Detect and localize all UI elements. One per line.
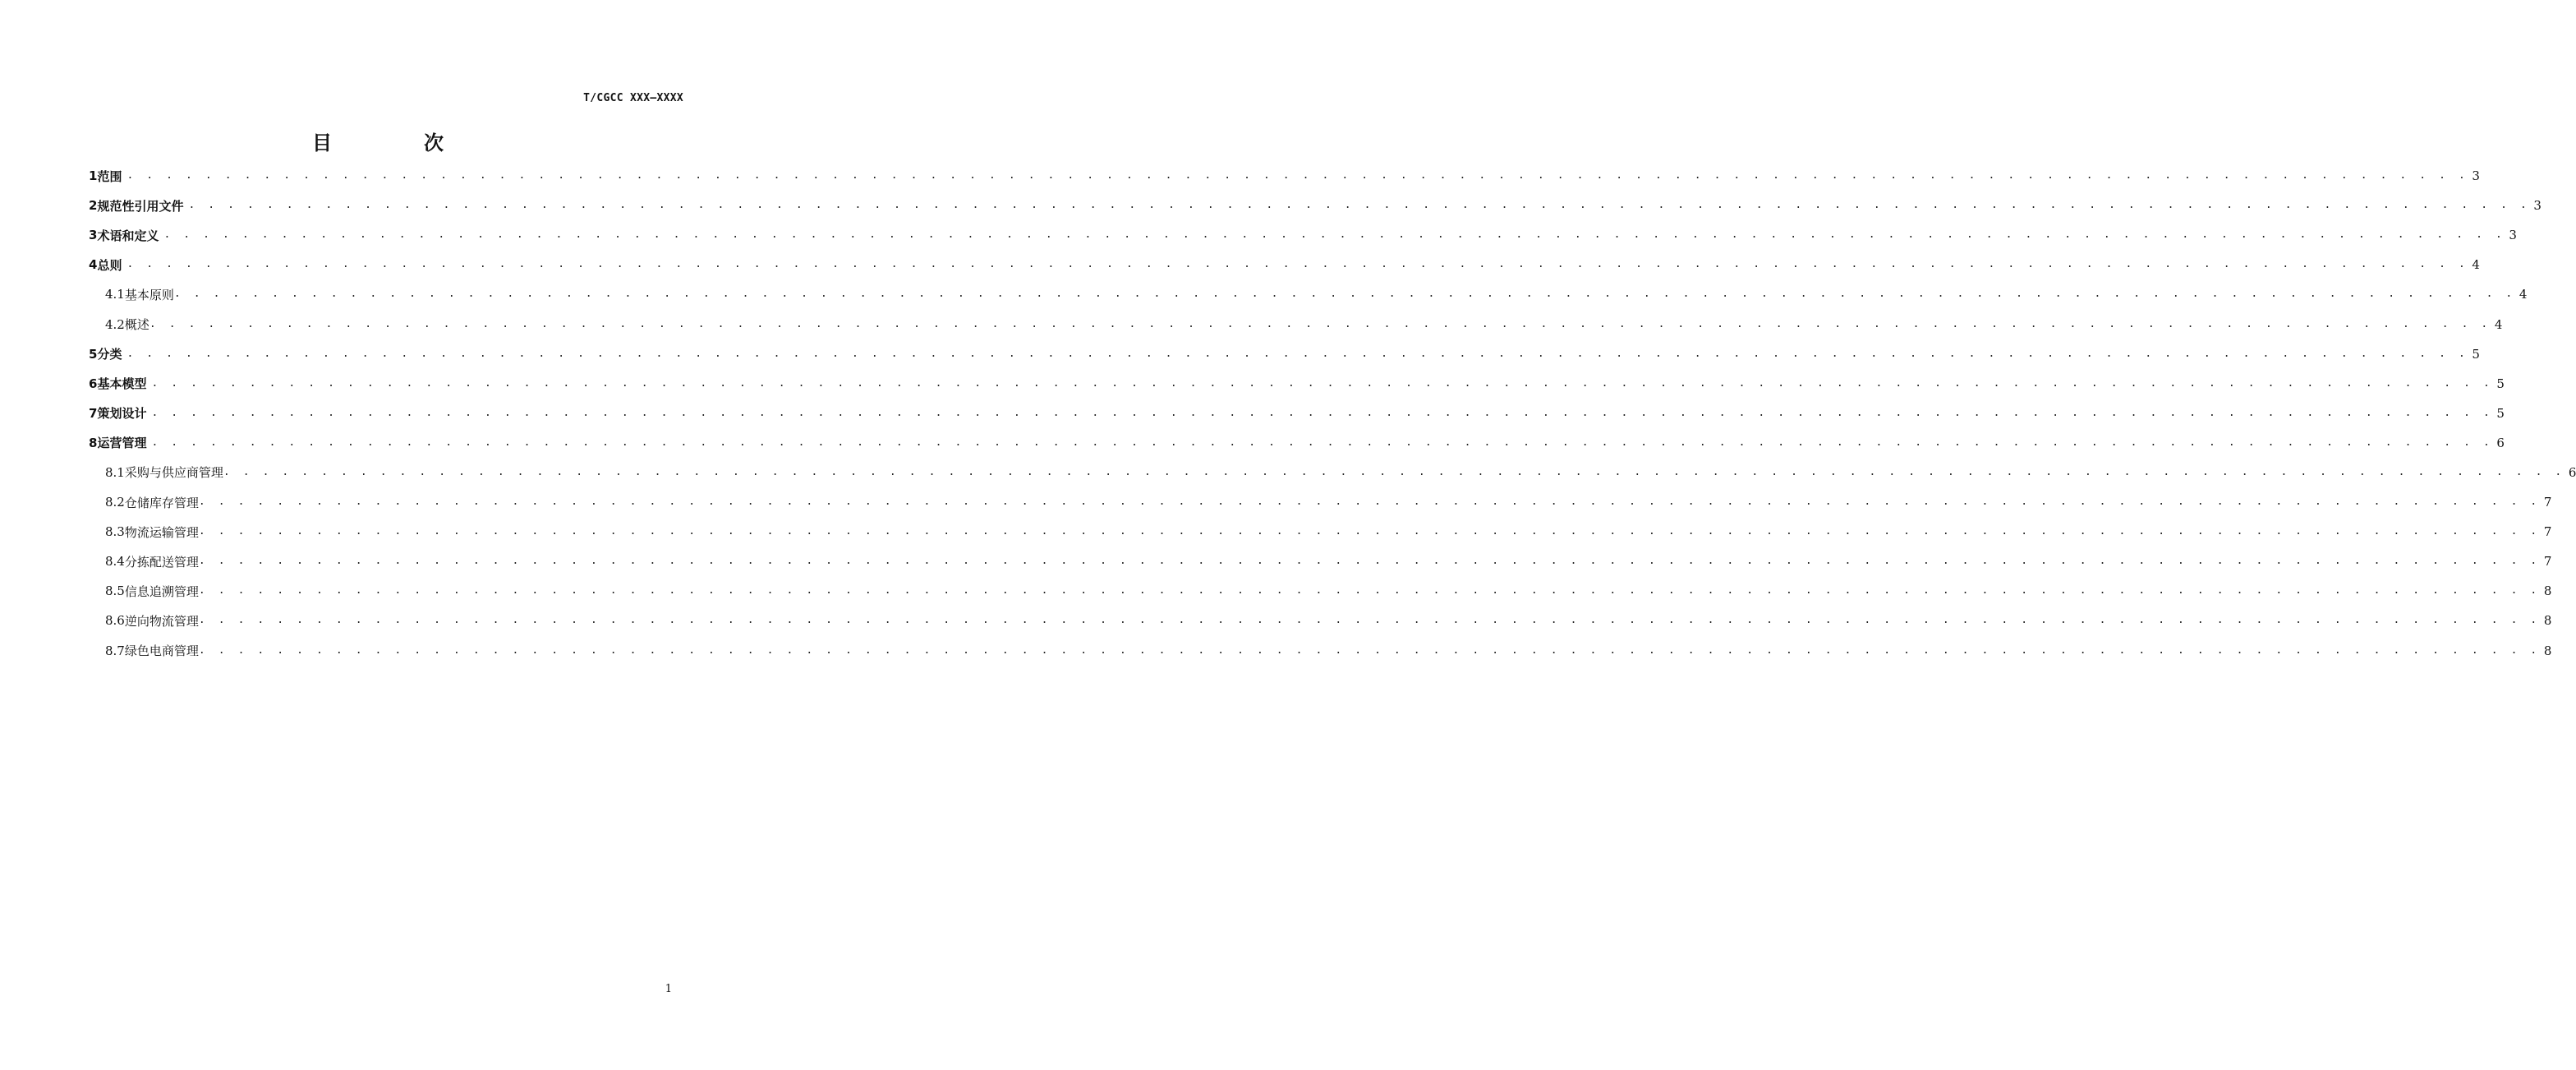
toc-entry-page: 3 <box>2472 168 2480 184</box>
toc-entry-number: 8 <box>89 435 98 450</box>
dot-leader: . . . . . . . . . . . . . . . . . . . . . . . . . . . . . . . . . . . . . . . . . . . . . . . . . . . . . . . . . . . . . . . . . . . . . . . . . . . . . . . . . . . . . . . . . . . . . . . . . . . . . . . . . . . . . . . . . . . . . . . . <box>198 584 2541 597</box>
toc-entry-number: 7 <box>89 405 98 421</box>
dot-leader: . . . . . . . . . . . . . . . . . . . . . . . . . . . . . . . . . . . . . . . . . . . . . . . . . . . . . . . . . . . . . . . . . . . . . . . . . . . . . . . . . . . . . . . . . . . . . . . . . . . . . . . . . . . . . . . . . . . . . . . . <box>173 288 2516 301</box>
toc-entry-number: 4.1 <box>105 287 125 302</box>
toc-entry[interactable] <box>89 547 2552 576</box>
toc-entry-page: 3 <box>2533 198 2542 214</box>
toc-entry-number: 4 <box>89 257 98 273</box>
toc-entry-title: 运营管理 <box>97 436 147 451</box>
toc-entry-number: 5 <box>89 346 98 362</box>
toc-entry-page: 7 <box>2543 554 2552 570</box>
toc-entry-page: 4 <box>2518 287 2528 302</box>
toc-entry-page: 5 <box>2496 376 2505 391</box>
toc-entry-number: 8.7 <box>105 643 125 658</box>
toc-entry[interactable] <box>89 458 2576 487</box>
dot-leader: . . . . . . . . . . . . . . . . . . . . . . . . . . . . . . . . . . . . . . . . . . . . . . . . . . . . . . . . . . . . . . . . . . . . . . . . . . . . . . . . . . . . . . . . . . . . . . . . . . . . . . . . . . . . . . . . . . . . . . . . <box>149 317 2491 330</box>
toc-entry-page: 7 <box>2543 524 2552 540</box>
table-of-contents <box>89 161 2576 666</box>
toc-entry-page: 4 <box>2494 316 2503 332</box>
toc-entry[interactable] <box>89 369 2505 399</box>
toc-entry-page: 3 <box>2509 228 2517 243</box>
dot-leader: . . . . . . . . . . . . . . . . . . . . . . . . . . . . . . . . . . . . . . . . . . . . . . . . . . . . . . . . . . . . . . . . . . . . . . . . . . . . . . . . . . . . . . . . . . . . . . . . . . . . . . . . . . . . . . . . . . . . . . . . <box>223 465 2565 478</box>
toc-entry-page: 7 <box>2543 495 2552 510</box>
toc-entry-page: 6 <box>2496 435 2505 450</box>
toc-entry-title: 规范性引用文件 <box>97 198 184 214</box>
toc-entry-page: 5 <box>2472 346 2480 362</box>
toc-title: 目 次 <box>312 131 480 155</box>
toc-entry[interactable] <box>89 161 2480 191</box>
toc-entry[interactable] <box>89 279 2528 309</box>
dot-leader: . . . . . . . . . . . . . . . . . . . . . . . . . . . . . . . . . . . . . . . . . . . . . . . . . . . . . . . . . . . . . . . . . . . . . . . . . . . . . . . . . . . . . . . . . . . . . . . . . . . . . . . . . . . . . . . . . . . . . . . . <box>151 406 2493 419</box>
toc-entry-title: 概述 <box>124 317 150 333</box>
dot-leader: . . . . . . . . . . . . . . . . . . . . . . . . . . . . . . . . . . . . . . . . . . . . . . . . . . . . . . . . . . . . . . . . . . . . . . . . . . . . . . . . . . . . . . . . . . . . . . . . . . . . . . . . . . . . . . . . . . . . . . . . <box>198 496 2541 509</box>
toc-entry-title: 分类 <box>97 347 122 362</box>
toc-entry[interactable] <box>89 517 2552 547</box>
toc-entry-page: 4 <box>2472 257 2480 273</box>
dot-leader: . . . . . . . . . . . . . . . . . . . . . . . . . . . . . . . . . . . . . . . . . . . . . . . . . . . . . . . . . . . . . . . . . . . . . . . . . . . . . . . . . . . . . . . . . . . . . . . . . . . . . . . . . . . . . . . . . . . . . . . . <box>126 347 2468 360</box>
toc-entry-title: 物流运输管理 <box>124 524 199 540</box>
toc-entry[interactable] <box>89 339 2480 369</box>
dot-leader: . . . . . . . . . . . . . . . . . . . . . . . . . . . . . . . . . . . . . . . . . . . . . . . . . . . . . . . . . . . . . . . . . . . . . . . . . . . . . . . . . . . . . . . . . . . . . . . . . . . . . . . . . . . . . . . . . . . . . . . . <box>126 169 2468 182</box>
toc-entry-number: 8.4 <box>105 554 125 570</box>
toc-entry-title: 总则 <box>97 257 122 273</box>
toc-entry-number: 4.2 <box>105 316 125 332</box>
dot-leader: . . . . . . . . . . . . . . . . . . . . . . . . . . . . . . . . . . . . . . . . . . . . . . . . . . . . . . . . . . . . . . . . . . . . . . . . . . . . . . . . . . . . . . . . . . . . . . . . . . . . . . . . . . . . . . . . . . . . . . . . <box>188 199 2530 212</box>
dot-leader: . . . . . . . . . . . . . . . . . . . . . . . . . . . . . . . . . . . . . . . . . . . . . . . . . . . . . . . . . . . . . . . . . . . . . . . . . . . . . . . . . . . . . . . . . . . . . . . . . . . . . . . . . . . . . . . . . . . . . . . . <box>198 555 2541 568</box>
toc-entry-page: 8 <box>2543 643 2552 658</box>
toc-entry-title: 逆向物流管理 <box>124 613 199 629</box>
toc-entry-title: 分拣配送管理 <box>124 554 199 570</box>
toc-entry-title: 绿色电商管理 <box>124 643 199 659</box>
page-number: 1 <box>665 983 672 995</box>
toc-entry[interactable] <box>89 250 2480 279</box>
toc-entry-title: 仓储库存管理 <box>124 495 199 510</box>
toc-entry-number: 8.6 <box>105 613 125 629</box>
toc-entry-number: 8.3 <box>105 524 125 540</box>
document-code: T/CGCC XXX—XXXX <box>583 92 683 104</box>
toc-entry-title: 基本原则 <box>124 287 174 302</box>
dot-leader: . . . . . . . . . . . . . . . . . . . . . . . . . . . . . . . . . . . . . . . . . . . . . . . . . . . . . . . . . . . . . . . . . . . . . . . . . . . . . . . . . . . . . . . . . . . . . . . . . . . . . . . . . . . . . . . . . . . . . . . . <box>163 228 2505 242</box>
dot-leader: . . . . . . . . . . . . . . . . . . . . . . . . . . . . . . . . . . . . . . . . . . . . . . . . . . . . . . . . . . . . . . . . . . . . . . . . . . . . . . . . . . . . . . . . . . . . . . . . . . . . . . . . . . . . . . . . . . . . . . . . <box>198 643 2541 657</box>
dot-leader: . . . . . . . . . . . . . . . . . . . . . . . . . . . . . . . . . . . . . . . . . . . . . . . . . . . . . . . . . . . . . . . . . . . . . . . . . . . . . . . . . . . . . . . . . . . . . . . . . . . . . . . . . . . . . . . . . . . . . . . . <box>151 436 2493 449</box>
dot-leader: . . . . . . . . . . . . . . . . . . . . . . . . . . . . . . . . . . . . . . . . . . . . . . . . . . . . . . . . . . . . . . . . . . . . . . . . . . . . . . . . . . . . . . . . . . . . . . . . . . . . . . . . . . . . . . . . . . . . . . . . <box>151 376 2493 390</box>
toc-entry-page: 8 <box>2543 583 2552 599</box>
toc-entry[interactable] <box>89 191 2542 220</box>
toc-entry-title: 采购与供应商管理 <box>124 465 223 481</box>
toc-entry[interactable] <box>89 636 2552 666</box>
dot-leader: . . . . . . . . . . . . . . . . . . . . . . . . . . . . . . . . . . . . . . . . . . . . . . . . . . . . . . . . . . . . . . . . . . . . . . . . . . . . . . . . . . . . . . . . . . . . . . . . . . . . . . . . . . . . . . . . . . . . . . . . <box>126 258 2468 271</box>
toc-entry[interactable] <box>89 576 2552 606</box>
toc-entry-page: 8 <box>2543 613 2552 629</box>
toc-entry-page: 6 <box>2568 464 2576 480</box>
toc-entry-title: 信息追溯管理 <box>124 583 199 599</box>
toc-entry[interactable] <box>89 220 2517 250</box>
toc-entry[interactable] <box>89 487 2552 517</box>
toc-entry-title: 范围 <box>97 168 122 184</box>
toc-entry[interactable] <box>89 309 2503 339</box>
toc-entry-number: 3 <box>89 228 98 243</box>
toc-entry[interactable] <box>89 606 2552 635</box>
toc-entry-number: 2 <box>89 198 98 214</box>
toc-entry-number: 6 <box>89 376 98 391</box>
toc-entry[interactable] <box>89 428 2505 458</box>
toc-entry-title: 术语和定义 <box>97 228 159 243</box>
toc-entry-number: 8.1 <box>105 464 125 480</box>
toc-entry[interactable] <box>89 399 2505 428</box>
toc-entry-number: 1 <box>89 168 98 184</box>
toc-entry-title: 策划设计 <box>97 406 147 422</box>
toc-entry-page: 5 <box>2496 405 2505 421</box>
toc-entry-number: 8.5 <box>105 583 125 599</box>
toc-entry-title: 基本模型 <box>97 376 147 392</box>
dot-leader: . . . . . . . . . . . . . . . . . . . . . . . . . . . . . . . . . . . . . . . . . . . . . . . . . . . . . . . . . . . . . . . . . . . . . . . . . . . . . . . . . . . . . . . . . . . . . . . . . . . . . . . . . . . . . . . . . . . . . . . . <box>198 614 2541 627</box>
dot-leader: . . . . . . . . . . . . . . . . . . . . . . . . . . . . . . . . . . . . . . . . . . . . . . . . . . . . . . . . . . . . . . . . . . . . . . . . . . . . . . . . . . . . . . . . . . . . . . . . . . . . . . . . . . . . . . . . . . . . . . . . <box>198 525 2541 538</box>
toc-entry-number: 8.2 <box>105 495 125 510</box>
